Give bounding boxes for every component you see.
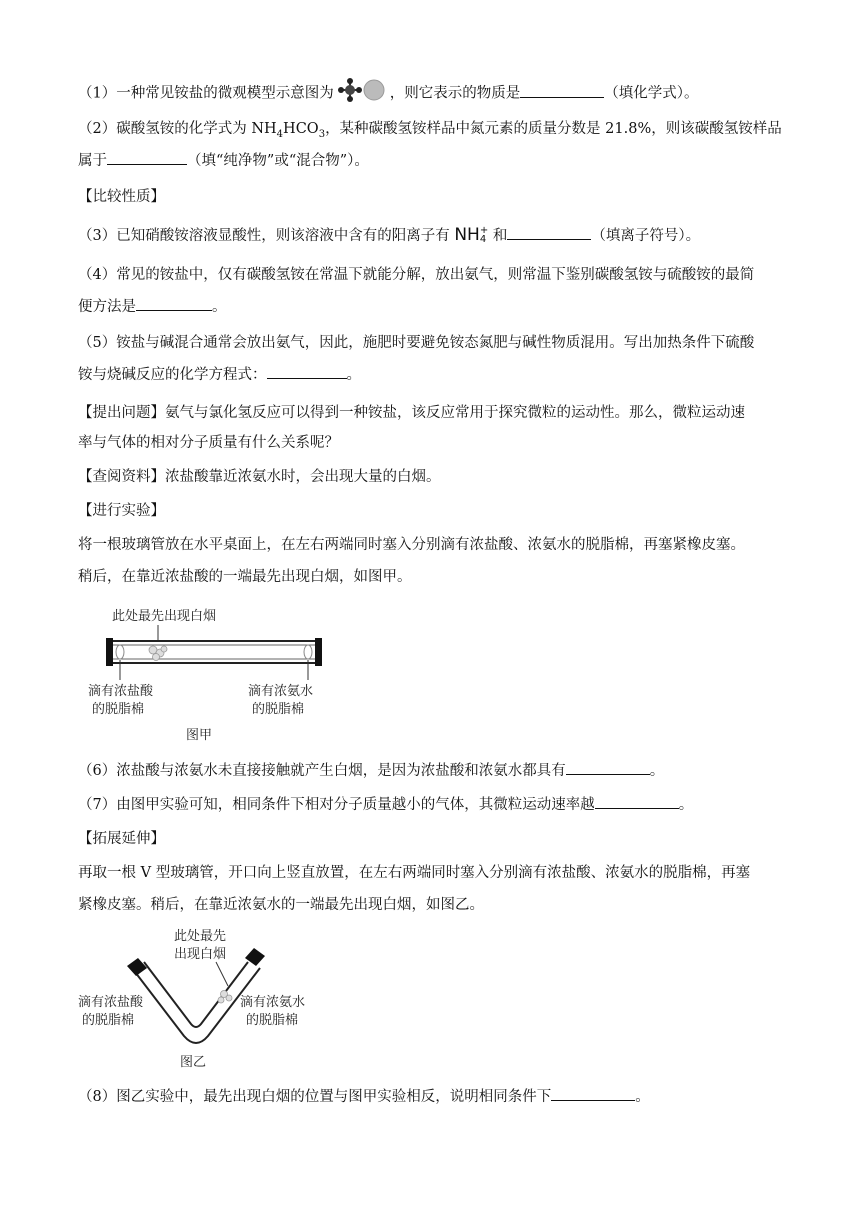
q1-text-c: （填化学式）。 [604,85,699,102]
q2-sub-1: 4 [276,128,284,140]
q4-answer-blank[interactable] [136,296,212,311]
fig-yi-right-label-2: 的脱脂棉 [246,1013,299,1028]
q7-answer-blank[interactable] [595,794,679,809]
figure-jia-diagram [84,598,344,748]
white-smoke-icon [218,991,232,1004]
q6-text-b: 。 [649,763,665,779]
q2-sub-2: 3 [318,128,326,140]
q2-text-c: ，某种碳酸氢铵样品中氮元素的质量分数是 21.8%，则该碳酸氢铵样品 [325,121,782,137]
figure-yi-diagram [74,924,334,1074]
q7-text-a: （7）由图甲实验可知，相同条件下相对分子质量越小的气体，其微粒运动速率越 [78,797,595,813]
q2-line2-b: （填“纯净物”或“混合物”）。 [187,153,369,169]
q3-text-b: 和 [488,228,508,244]
q5-line2-a: 铵与烧碱反应的化学方程式： [78,367,267,383]
consult-info: 【查阅资料】浓盐酸靠近浓氨水时，会出现大量的白烟。 [78,469,441,485]
fig-yi-right-label-1: 滴有浓氨水 [240,995,306,1010]
white-smoke-icon [149,646,167,661]
fig-jia-right-label-1: 滴有浓氨水 [248,684,314,699]
section-experiment-heading: 【进行实验】 [78,503,165,519]
question-3 [78,224,800,247]
question-6 [78,760,800,782]
q5-line2-b: 。 [346,367,361,383]
ask-question-line-2: 率与气体的相对分子质量有什么关系呢？ [78,435,339,451]
q8-text-b: 。 [635,1089,650,1105]
q3-text-a: （3）已知硝酸铵溶液显酸性，则该溶液中含有的阳离子有 [78,228,455,244]
ask-question-line-1: 【提出问题】氨气与氯化氢反应可以得到一种铵盐，该反应常用于探究微粒的运动性。那么，微粒运动速 [78,405,745,421]
question-5-line-1: （5）铵盐与碱混合通常会放出氨气，因此，施肥时要避免铵态氮肥与碱性物质混用。写出加热条件下硫酸 [78,335,755,351]
q2-text-a: （2）碳酸氢铵的化学式为 NH [78,121,277,137]
q4-line2-a: 便方法是 [78,299,136,315]
q6-text-a: （6）浓盐酸与浓氨水未直接接触就产生白烟，是因为浓盐酸和浓氨水都具有 [78,763,566,779]
figure-yi [74,924,334,1074]
ion-sub: 4 [479,234,487,245]
right-stopper [315,638,322,666]
question-2-line-2 [78,150,800,172]
glass-tube [109,641,319,663]
extend-line-2: 紧橡皮塞。稍后，在靠近浓氨水的一端最先出现白烟，如图乙。 [78,897,484,913]
question-4-line-1: （4）常见的铵盐中，仅有碳酸氢铵在常温下就能分解，放出氨气，则常温下鉴别碳酸氢铵与硫酸铵的最简 [78,267,755,283]
extend-line-1: 再取一根 V 型玻璃管，开口向上竖直放置，在左右两端同时塞入分别滴有浓盐酸、浓氨水的脱脂棉，再塞 [78,865,751,881]
question-7 [78,794,800,816]
q3-text-c: （填离子符号）。 [591,228,701,244]
q2-text-b: HCO [283,121,319,137]
question-8 [78,1086,800,1108]
fig-jia-left-label-1: 滴有浓盐酸 [88,684,154,699]
q4-line2-b: 。 [212,299,227,315]
molecule-model-icon [336,78,388,109]
q1-answer-blank[interactable] [520,83,604,98]
q2-line2-a: 属于 [78,153,107,169]
q1-text-b: ，则它表示的物质是 [389,85,521,102]
fig-yi-top-label-1: 此处最先 [174,929,227,944]
q7-text-b: 。 [678,797,694,813]
ion-charge [480,226,488,244]
fig-jia-caption: 图甲 [186,728,213,743]
q1-text: （1）一种常见铵盐的微观模型示意图为 [78,85,334,102]
q8-text-a: （8）图乙实验中，最先出现白烟的位置与图甲实验相反，说明相同条件下 [78,1089,552,1105]
right-cotton [304,645,312,659]
figure-jia [84,598,344,748]
ion-sup: + [479,225,489,236]
fig-yi-top-label-2: 出现白烟 [174,947,227,962]
q6-answer-blank[interactable] [566,760,650,775]
question-4-line-2 [78,296,800,318]
q2-answer-blank[interactable] [107,150,187,165]
ammonium-ion [454,225,488,245]
left-cotton [116,645,124,659]
question-5-line-2 [78,364,800,386]
fig-jia-left-label-2: 的脱脂棉 [92,702,145,717]
fig-jia-top-label: 此处最先出现白烟 [112,609,217,624]
section-extend-heading: 【拓展延伸】 [78,831,165,847]
fig-yi-left-label-1: 滴有浓盐酸 [78,995,144,1010]
q5-answer-blank[interactable] [267,364,347,379]
experiment-line-2: 稍后，在靠近浓盐酸的一端最先出现白烟，如图甲。 [78,569,412,585]
left-stopper [106,638,113,666]
fig-yi-caption: 图乙 [180,1055,207,1070]
fig-yi-left-label-2: 的脱脂棉 [82,1013,135,1028]
section-compare-heading: 【比较性质】 [78,189,165,205]
fig-yi-pointer [216,962,228,986]
experiment-line-1: 将一根玻璃管放在水平桌面上，在左右两端同时塞入分别滴有浓盐酸、浓氨水的脱脂棉，再塞紧橡皮塞。 [78,537,745,553]
v-tube-inner [144,962,248,1027]
question-1 [78,78,800,109]
q8-answer-blank[interactable] [551,1086,635,1101]
fig-jia-right-label-2: 的脱脂棉 [252,702,305,717]
left-stopper [127,958,147,976]
question-2-line-1 [78,118,800,146]
ion-base: NH [454,225,480,245]
q3-answer-blank[interactable] [507,225,591,240]
